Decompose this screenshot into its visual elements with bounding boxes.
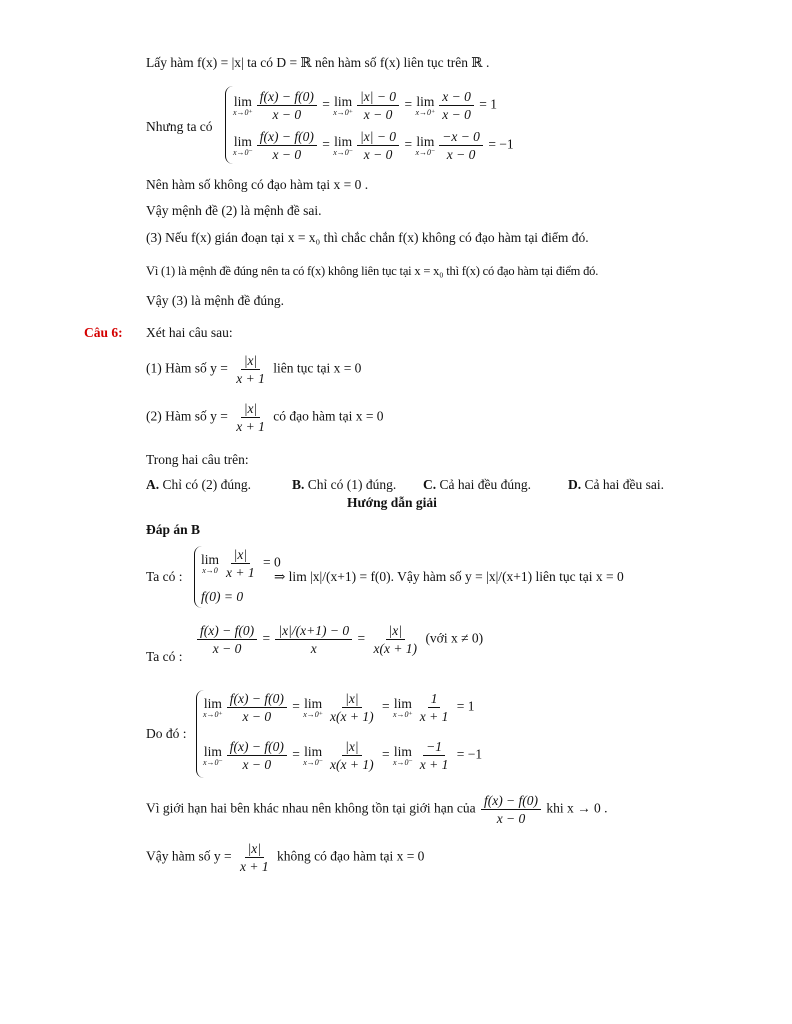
question-text: Xét hai câu sau: bbox=[146, 325, 233, 340]
limit-row: lim x→0⁺ $\frac{f(x) - f(0)}{x - 0}$ = lim x→0⁺ $\frac{|x| - 0}{x - 0}$ = lim x→0⁺ $\frac{x - 0}{x - 0}$ = 1 bbox=[233, 89, 497, 122]
text-line: Nên hàm số không có đạo hàm tại x = 0 . bbox=[146, 177, 369, 192]
question-label: Câu 6: bbox=[84, 325, 123, 340]
limit-row: lim x→0⁺ $\frac{f(x) - f(0)}{x - 0}$ = lim x→0⁺ $\frac{|x|}{x(x + 1)}$ = lim x→0⁺ $\frac{1}{x + 1}$ = 1 bbox=[203, 691, 475, 724]
answer-key: Đáp án B bbox=[146, 522, 201, 537]
brace bbox=[225, 86, 233, 164]
text-line: (3) Nếu f(x) gián đoạn tại x = x₀ thì chắc chắn f(x) không có đạo hàm tại điểm đó. bbox=[146, 230, 589, 245]
dodo-label: Do đó : bbox=[146, 726, 187, 741]
section-heading: Hướng dẫn giải bbox=[347, 495, 437, 510]
option-c: C. Cả hai đều đúng. bbox=[423, 477, 531, 492]
final-line: Vậy hàm số y = $\frac{|x|}{x + 1}$ không có đạo hàm tại x = 0 bbox=[146, 841, 425, 874]
text-line: Vì (1) là mệnh đề đúng nên ta có f(x) không liên tục tại x = x₀ thì f(x) có đạo hàm tại điểm đó. bbox=[146, 264, 599, 278]
limit-row: lim x→0 $\frac{|x|}{x + 1}$ = 0 bbox=[201, 547, 281, 580]
limit-row: lim x→0⁻ $\frac{f(x) - f(0)}{x - 0}$ = lim x→0⁻ $\frac{|x| - 0}{x - 0}$ = lim x→0⁻ $\frac{-x - 0}{x - 0}$ = −1 bbox=[233, 129, 514, 162]
limit-row: f(0) = 0 bbox=[201, 589, 244, 604]
text-line: Trong hai câu trên: bbox=[146, 452, 249, 467]
limit-row: lim x→0⁻ $\frac{f(x) - f(0)}{x - 0}$ = lim x→0⁻ $\frac{|x|}{x(x + 1)}$ = lim x→0⁻ $\frac{-1}{x + 1}$ = −1 bbox=[203, 739, 483, 772]
text-line: Vậy (3) là mệnh đề đúng. bbox=[146, 293, 284, 308]
taco-label: Ta có : bbox=[146, 649, 183, 664]
option-b: B. Chỉ có (1) đúng. bbox=[292, 477, 397, 492]
derivative-quotient: $\frac{f(x) - f(0)}{x - 0}$ = $\frac{|x|/(x+1) - 0}{x}$ = $\frac{|x|}{x(x + 1)}$ (với x ≠ 0) bbox=[195, 622, 483, 657]
taco-label: Ta có : bbox=[146, 569, 183, 584]
nhung-label: Nhưng ta có bbox=[146, 119, 213, 134]
text-line: Vậy mệnh đề (2) là mệnh đề sai. bbox=[146, 203, 322, 218]
statement-2: (2) Hàm số y = $\frac{|x|}{x + 1}$ có đạo hàm tại x = 0 bbox=[146, 401, 384, 434]
statement-1: (1) Hàm số y = $\frac{|x|}{x + 1}$ liên tục tại x = 0 bbox=[146, 353, 362, 386]
conclusion-line: Vì giới hạn hai bên khác nhau nên không tồn tại giới hạn của $\frac{f(x) - f(0)}{x - 0}$ khi x → 0 . bbox=[146, 793, 608, 826]
option-d: D. Cả hai đều sai. bbox=[568, 477, 664, 492]
text-line: Lấy hàm f(x) = |x| ta có D = ℝ nên hàm số f(x) liên tục trên ℝ . bbox=[146, 55, 490, 70]
taco-result: ⇒ lim |x|/(x+1) = f(0). Vậy hàm số y = |x|/(x+1) liên tục tại x = 0 bbox=[274, 569, 624, 584]
option-a: A. Chỉ có (2) đúng. bbox=[146, 477, 251, 492]
